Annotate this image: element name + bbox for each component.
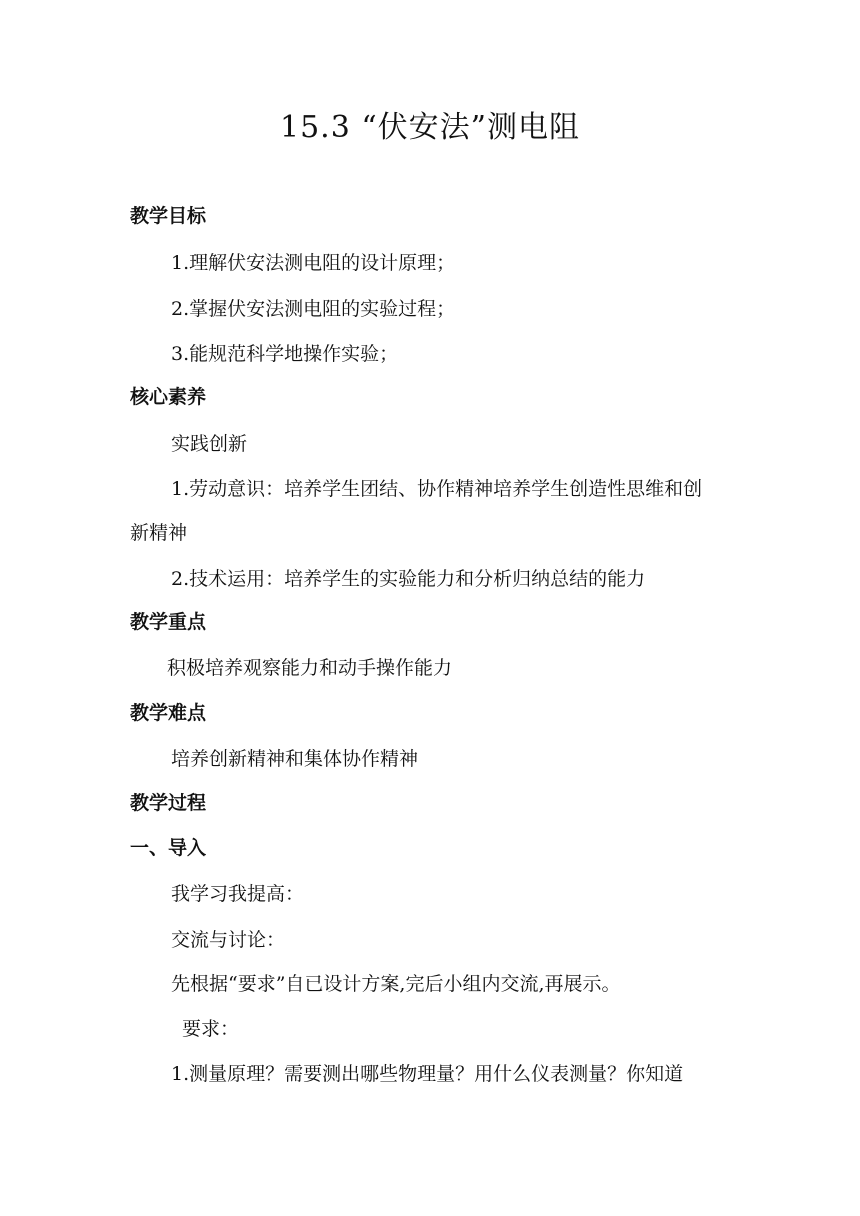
requirement-item-1: 1.测量原理？需要测出哪些物理量？用什么仪表测量？你知道 <box>171 1063 684 1085</box>
literacy-subheading: 实践创新 <box>171 433 248 455</box>
goal-item-1: 1.理解伏安法测电阻的设计原理； <box>171 252 456 274</box>
intro-line-1: 我学习我提高： <box>171 883 305 905</box>
requirements-label: 要求： <box>182 1018 240 1040</box>
key-points-text: 积极培养观察能力和动手操作能力 <box>167 657 453 679</box>
difficulties-text: 培养创新精神和集体协作精神 <box>171 748 419 770</box>
goal-item-2: 2.掌握伏安法测电阻的实验过程； <box>171 298 456 320</box>
literacy-item-2: 2.技术运用：培养学生的实验能力和分析归纳总结的能力 <box>171 568 646 590</box>
document-title: 15.3 “伏安法”测电阻 <box>279 110 580 145</box>
section-heading-literacy: 核心素养 <box>130 386 207 408</box>
intro-line-2: 交流与讨论： <box>171 929 286 951</box>
intro-heading: 一、导入 <box>130 837 207 859</box>
literacy-item-1-continued: 新精神 <box>130 522 188 544</box>
literacy-item-1: 1.劳动意识：培养学生团结、协作精神培养学生创造性思维和创 <box>171 478 703 500</box>
goal-item-3: 3.能规范科学地操作实验； <box>171 343 399 365</box>
section-heading-goals: 教学目标 <box>130 205 207 227</box>
intro-line-3: 先根据“要求”自已设计方案,完后小组内交流,再展示。 <box>171 973 621 995</box>
section-heading-key-points: 教学重点 <box>130 611 207 633</box>
section-heading-difficulties: 教学难点 <box>130 702 207 724</box>
section-heading-process: 教学过程 <box>130 792 207 814</box>
